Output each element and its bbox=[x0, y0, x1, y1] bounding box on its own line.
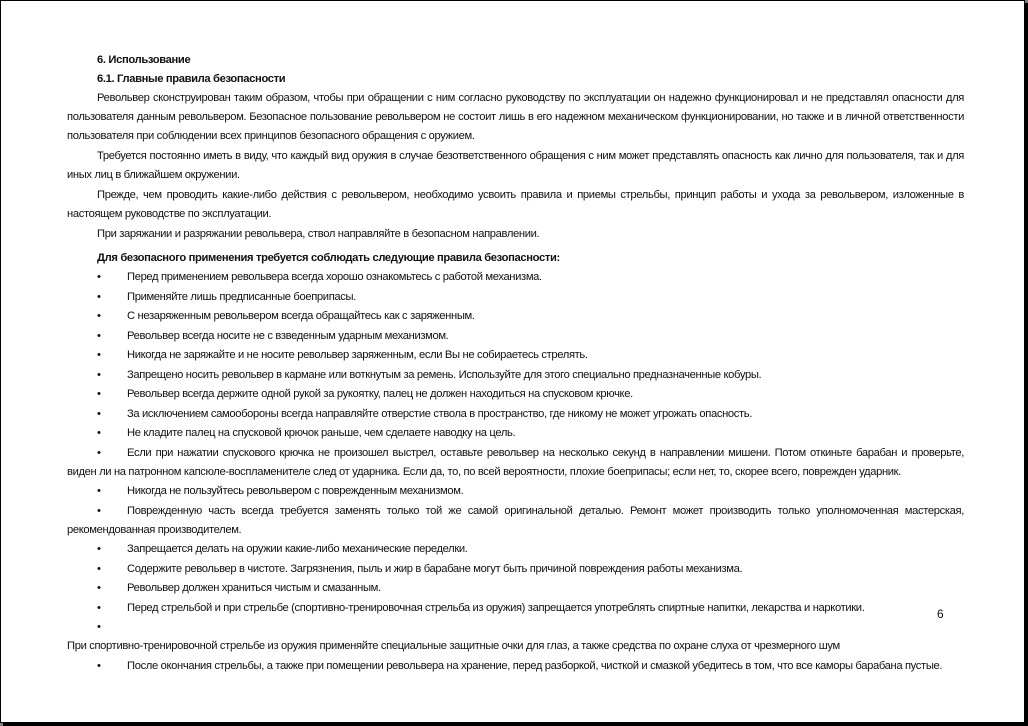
rule-text: Не кладите палец на спусковой крючок раньше, чем сделаете наводку на цель. bbox=[127, 427, 516, 439]
rule-text: Поврежденную часть всегда требуется заменять только той же самой оригинальной деталью. Ремонт может производить только уполномоченная мастерская, рекомендованная производителем. bbox=[67, 504, 964, 536]
bullet-icon: • bbox=[97, 329, 101, 342]
bullet-icon: • bbox=[97, 290, 101, 303]
subsection-title: 6.1. Главные правила безопасности bbox=[97, 73, 286, 85]
list-item bbox=[67, 405, 964, 424]
list-item bbox=[67, 307, 964, 326]
rule-text: Револьвер всегда носите не с взведенным ударным механизмом. bbox=[127, 329, 449, 342]
rule-text: Перед применением револьвера всегда хорошо ознакомьтесь с работой механизма. bbox=[127, 271, 542, 283]
list-item bbox=[67, 327, 964, 346]
bullet-icon: • bbox=[97, 543, 101, 555]
bullet-icon: • bbox=[97, 485, 101, 497]
list-item bbox=[67, 366, 964, 385]
list-item bbox=[67, 502, 964, 540]
page-number: 6 bbox=[937, 607, 944, 621]
list-item bbox=[67, 482, 964, 501]
paragraph: Револьвер сконструирован таким образом, чтобы при обращении с ним согласно руководству по эксплуатации он надежно функционировал и не представлял опасности для пользователя данным револьвером. Безопасное пользование револьвером не состоит лишь в его надежном механическом функционировании, но также и в личной ответственности пользователя при соблюдении всех принципов безопасного обращения с оружием. bbox=[67, 92, 964, 142]
page-content bbox=[67, 51, 964, 676]
rule-text: Револьвер всегда держите одной рукой за рукоятку, палец не должен находиться на спусковом крючке. bbox=[127, 388, 633, 400]
paragraph: Требуется постоянно иметь в виду, что каждый вид оружия в случае безответственного обращения с ним может представлять опасность как лично для пользователя, так и для иных лиц в ближайшем окружении. bbox=[67, 150, 964, 181]
bullet-icon: • bbox=[97, 621, 101, 633]
bullet-icon: • bbox=[97, 349, 101, 361]
list-item bbox=[67, 424, 964, 443]
bullet-icon: • bbox=[97, 601, 101, 614]
bullet-icon: • bbox=[97, 407, 101, 420]
rule-text: Если при нажатии спускового крючка не произошел выстрел, оставьте револьвер на несколько секунд в направлении мишени. Потом откиньте барабан и проверьте, виден ли на патронном капсюле-воспламенителе след от ударника. Если да, то, по всей вероятности, плохие боеприпасы; если нет, то, скорее всего, поврежден ударник. bbox=[67, 446, 964, 478]
bullet-icon: • bbox=[97, 582, 101, 594]
safety-rules-list bbox=[67, 268, 964, 676]
bullet-icon: • bbox=[97, 427, 101, 439]
rule-text: С незаряженным револьвером всегда обращайтесь как с заряженным. bbox=[127, 310, 475, 322]
list-item bbox=[67, 346, 964, 365]
rule-text: Запрещается делать на оружии какие-либо механические переделки. bbox=[127, 543, 468, 555]
rule-text: После окончания стрельбы, а также при помещении револьвера на хранение, перед разборкой, чисткой и смазкой убедитесь в том, что все каморы барабана пустые. bbox=[127, 659, 943, 672]
bullet-icon: • bbox=[97, 504, 101, 517]
list-item bbox=[67, 385, 964, 404]
list-item bbox=[67, 618, 964, 656]
rule-text: Запрещено носить револьвер в кармане или воткнутым за ремень. Используйте для этого специально предназначенные кобуры. bbox=[127, 368, 762, 381]
bullet-icon: • bbox=[97, 368, 101, 381]
bullet-icon: • bbox=[97, 659, 101, 672]
list-item bbox=[67, 288, 964, 307]
rule-text: Применяйте лишь предписанные боеприпасы. bbox=[127, 290, 356, 303]
list-item bbox=[67, 579, 964, 598]
list-item bbox=[67, 540, 964, 559]
bullet-icon: • bbox=[97, 271, 101, 283]
rule-text: Никогда не заряжайте и не носите револьвер заряженным, если Вы не собираетесь стрелять. bbox=[127, 349, 588, 361]
rule-text: Перед стрельбой и при стрельбе (спортивно-тренировочная стрельба из оружия) запрещается употреблять спиртные напитки, лекарства и наркотики. bbox=[127, 601, 865, 614]
list-item bbox=[67, 599, 964, 618]
section-title: 6. Использование bbox=[97, 54, 191, 66]
rule-text: Содержите револьвер в чистоте. Загрязнения, пыль и жир в барабане могут быть причиной повреждения работы механизма. bbox=[127, 562, 743, 575]
list-item bbox=[67, 560, 964, 579]
rule-text: При спортивно-тренировочной стрельбе из оружия применяйте специальные защитные очки для глаз, а также средства по охране слуха от чрезмерного шум bbox=[67, 640, 840, 652]
bullet-icon: • bbox=[97, 310, 101, 322]
rules-heading: Для безопасного применения требуется соблюдать следующие правила безопасности: bbox=[97, 252, 560, 264]
list-item bbox=[67, 657, 964, 676]
rule-text: Никогда не пользуйтесь револьвером с поврежденным механизмом. bbox=[127, 485, 464, 497]
bullet-icon: • bbox=[97, 446, 101, 459]
bullet-icon: • bbox=[97, 388, 101, 400]
list-item bbox=[67, 268, 964, 287]
bullet-icon: • bbox=[97, 562, 101, 575]
paragraph: При заряжании и разряжании револьвера, ствол направляйте в безопасном направлении. bbox=[97, 228, 540, 240]
rule-text: Револьвер должен храниться чистым и смазанным. bbox=[127, 582, 381, 594]
paragraph: Прежде, чем проводить какие-либо действия с револьвером, необходимо усвоить правила и приемы стрельбы, принцип работы и ухода за револьвером, изложенные в настоящем руководстве по эксплуатации. bbox=[67, 189, 964, 220]
rule-text: За исключением самообороны всегда направляйте отверстие ствола в пространство, где никому не может угрожать опасность. bbox=[127, 407, 753, 420]
list-item bbox=[67, 444, 964, 482]
